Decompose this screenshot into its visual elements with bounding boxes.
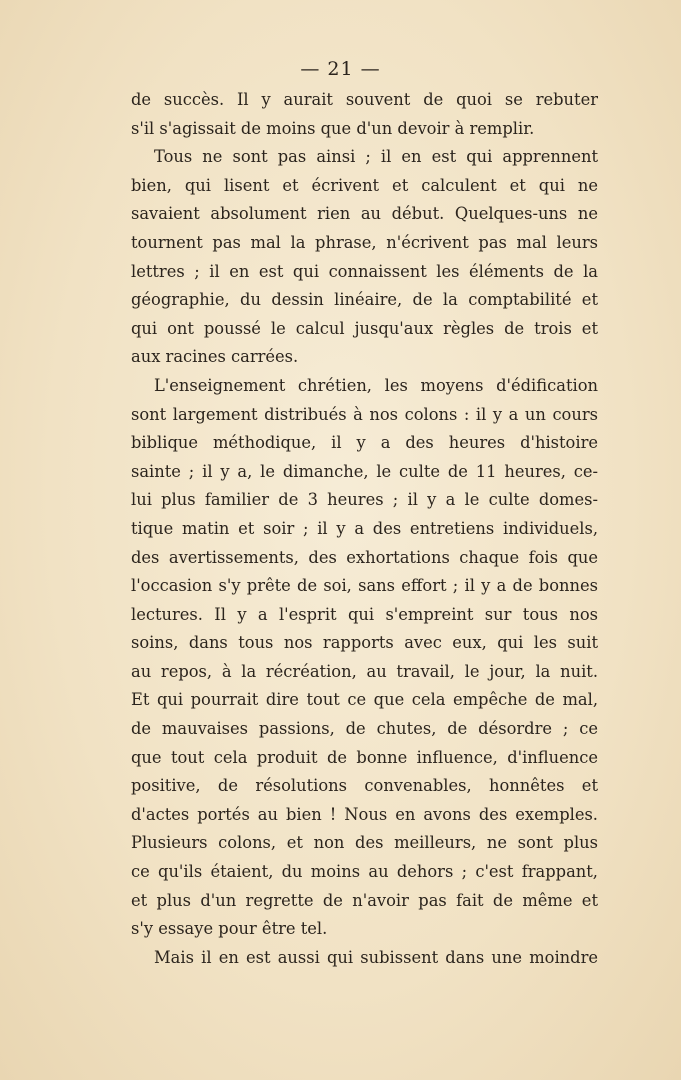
text-line: bien, qui lisent et écrivent et calculent et qui ne xyxy=(131,175,598,195)
text-line: de succès. Il y aurait souvent de quoi se rebuter xyxy=(131,90,598,109)
page-number: — 21 — xyxy=(300,58,381,80)
text-line: lettres ; il en est qui connaissent les éléments de la xyxy=(131,261,598,281)
text-line: aux racines carrées. xyxy=(131,347,299,367)
text-line: Plusieurs colons, et non des meilleurs, ne sont plus xyxy=(131,833,598,853)
text-line: biblique méthodique, il y a des heures d'histoire xyxy=(131,433,598,453)
text-line: qui ont poussé le calcul jusqu'aux règles de trois et xyxy=(131,318,598,338)
text-line: l'occasion s'y prête de soi, sans effort ; il y a de bonnes xyxy=(131,576,598,596)
paragraph xyxy=(131,944,598,973)
text-line: tique matin et soir ; il y a des entretiens individuels, xyxy=(131,518,598,538)
text-line: lui plus familier de 3 heures ; il y a le culte domes- xyxy=(131,490,598,510)
text-line: ce qu'ils étaient, du moins au dehors ; c'est frappant, xyxy=(131,862,598,882)
text-line: sont largement distribués à nos colons : il y a un cours xyxy=(131,404,598,424)
paragraph xyxy=(131,372,598,944)
text-line: Et qui pourrait dire tout ce que cela empêche de mal, xyxy=(131,690,598,710)
text-line: s'il s'agissait de moins que d'un devoir à remplir. xyxy=(131,118,535,138)
text-line: savaient absolument rien au début. Quelques-uns ne xyxy=(131,204,598,224)
text-line: au repos, à la récréation, au travail, le jour, la nuit. xyxy=(131,661,598,681)
text-line: d'actes portés au bien ! Nous en avons des exemples. xyxy=(131,804,598,824)
text-line: des avertissements, des exhortations chaque fois que xyxy=(131,547,598,567)
text-line: sainte ; il y a, le dimanche, le culte de 11 heures, ce- xyxy=(131,461,598,481)
text-line: lectures. Il y a l'esprit qui s'empreint sur tous nos xyxy=(131,604,598,624)
paragraph xyxy=(131,86,598,143)
text-line: Mais il en est aussi qui subissent dans une moindre xyxy=(154,947,598,967)
text-line: soins, dans tous nos rapports avec eux, qui les suit xyxy=(131,633,598,653)
text-line: Tous ne sont pas ainsi ; il en est qui apprennent xyxy=(154,147,598,167)
text-line: géographie, du dessin linéaire, de la comptabilité et xyxy=(131,290,598,310)
paragraph xyxy=(131,143,598,372)
text-line: tournent pas mal la phrase, n'écrivent pas mal leurs xyxy=(131,232,598,252)
body-text xyxy=(131,86,598,972)
text-line: L'enseignement chrétien, les moyens d'édification xyxy=(154,375,598,395)
text-line: que tout cela produit de bonne influence, d'influence xyxy=(131,747,598,767)
text-line: positive, de résolutions convenables, honnêtes et xyxy=(131,776,598,796)
text-line: de mauvaises passions, de chutes, de désordre ; ce xyxy=(131,719,598,739)
text-line: s'y essaye pour être tel. xyxy=(131,919,328,939)
text-line: et plus d'un regrette de n'avoir pas fait de même et xyxy=(131,890,598,910)
